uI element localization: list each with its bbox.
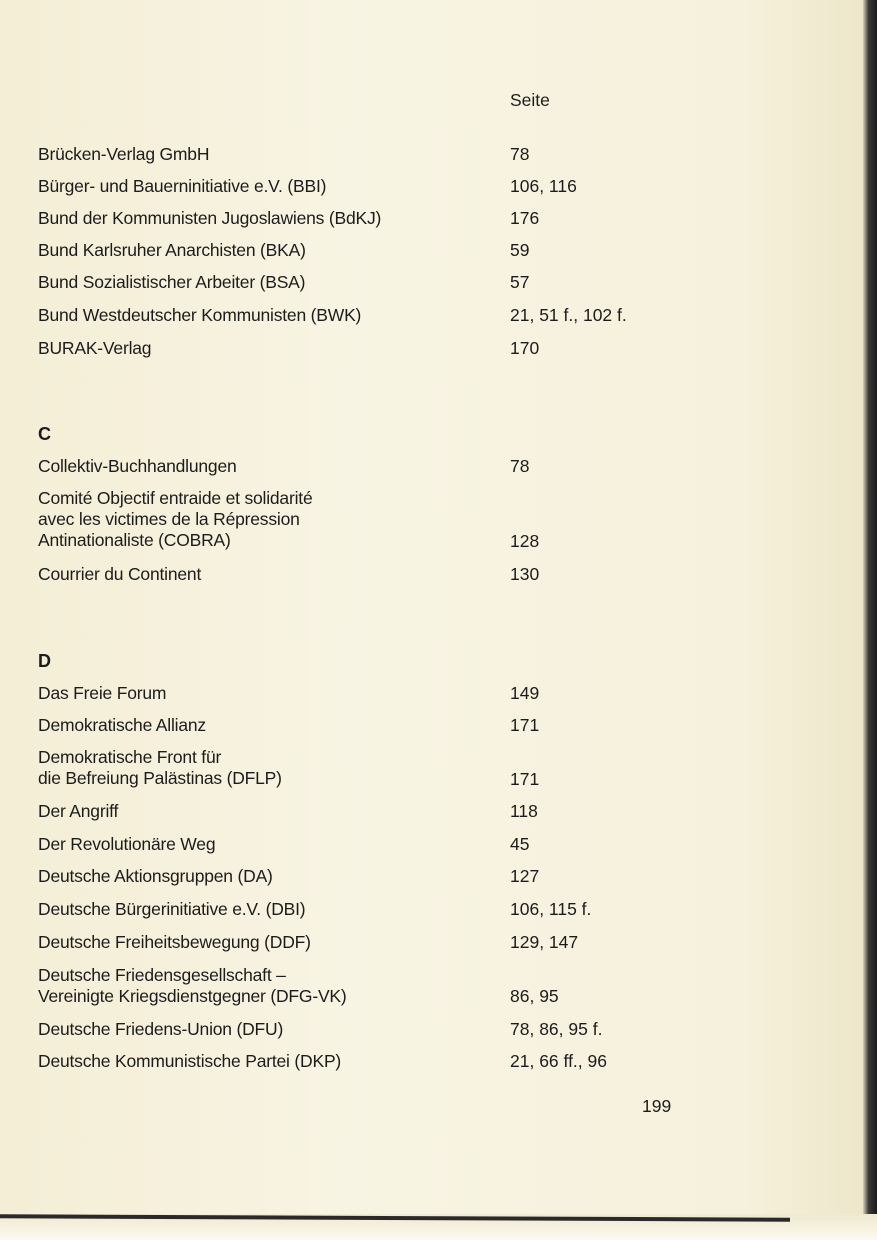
index-entry-pages: 59 (510, 240, 530, 260)
index-entry-pages: 86, 95 (510, 986, 559, 1006)
index-entry-name: Bund Karlsruher Anarchisten (BKA) (38, 240, 306, 260)
section-letter-c: C (38, 424, 51, 444)
index-entry-name: Deutsche Freiheitsbewegung (DDF) (38, 932, 311, 952)
index-entry-name: BURAK-Verlag (38, 338, 152, 358)
index-entry-name: Deutsche Friedens-Union (DFU) (38, 1019, 284, 1039)
index-entry-name: Comité Objectif entraide et solidarité avec les victimes de la Répression Antinationaliste (COBRA) (38, 488, 313, 550)
column-header-seite: Seite (510, 90, 550, 110)
index-entry-name: Demokratische Allianz (38, 715, 206, 735)
index-entry-name: Deutsche Friedensgesellschaft – Vereinigte Kriegsdienstgegner (DFG-VK) (38, 965, 347, 1006)
page-number: 199 (642, 1096, 672, 1116)
index-entry-pages: 21, 66 ff., 96 (510, 1051, 607, 1071)
index-entry-pages: 127 (510, 866, 540, 886)
index-entry-pages: 170 (510, 338, 540, 358)
index-entry-pages: 45 (510, 834, 530, 854)
index-entry-name: Das Freie Forum (38, 683, 167, 703)
index-entry-name: Collektiv-Buchhandlungen (38, 456, 237, 476)
index-entry-name: Der Revolutionäre Weg (38, 834, 216, 854)
index-entry-name: Bürger- und Bauerninitiative e.V. (BBI) (38, 176, 327, 196)
index-entry-pages: 78, 86, 95 f. (510, 1019, 603, 1039)
index-entry-name: Deutsche Aktionsgruppen (DA) (38, 866, 273, 886)
index-entry-pages: 106, 116 (510, 176, 577, 196)
index-entry-pages: 128 (510, 531, 540, 551)
index-entry-pages: 78 (510, 456, 530, 476)
index-entry-name: Demokratische Front für die Befreiung Palästinas (DFLP) (38, 747, 282, 788)
index-entry-name: Bund Sozialistischer Arbeiter (BSA) (38, 272, 306, 292)
index-entry-pages: 118 (510, 801, 538, 821)
index-entry-name: Der Angriff (38, 801, 119, 821)
index-entry-pages: 106, 115 f. (510, 899, 592, 919)
index-entry-name: Deutsche Bürgerinitiative e.V. (DBI) (38, 899, 306, 919)
index-entry-pages: 171 (510, 715, 540, 735)
index-entry-pages: 171 (510, 769, 540, 789)
index-entry-pages: 129, 147 (510, 932, 579, 952)
page-edge-shadow (863, 0, 877, 1240)
index-entry-pages: 176 (510, 208, 540, 228)
index-entry-name: Bund Westdeutscher Kommunisten (BWK) (38, 305, 362, 325)
index-entry-pages: 78 (510, 144, 530, 164)
index-entry-name: Courrier du Continent (38, 564, 202, 584)
section-letter-d: D (38, 651, 51, 671)
index-entry-pages: 57 (510, 272, 530, 292)
index-entry-name: Bund der Kommunisten Jugoslawiens (BdKJ) (38, 208, 382, 228)
index-entry-pages: 130 (510, 564, 540, 584)
index-entry-name: Brücken-Verlag GmbH (38, 144, 210, 164)
index-entry-name: Deutsche Kommunistische Partei (DKP) (38, 1051, 342, 1071)
index-entry-pages: 21, 51 f., 102 f. (510, 305, 627, 325)
index-entry-pages: 149 (510, 683, 540, 703)
